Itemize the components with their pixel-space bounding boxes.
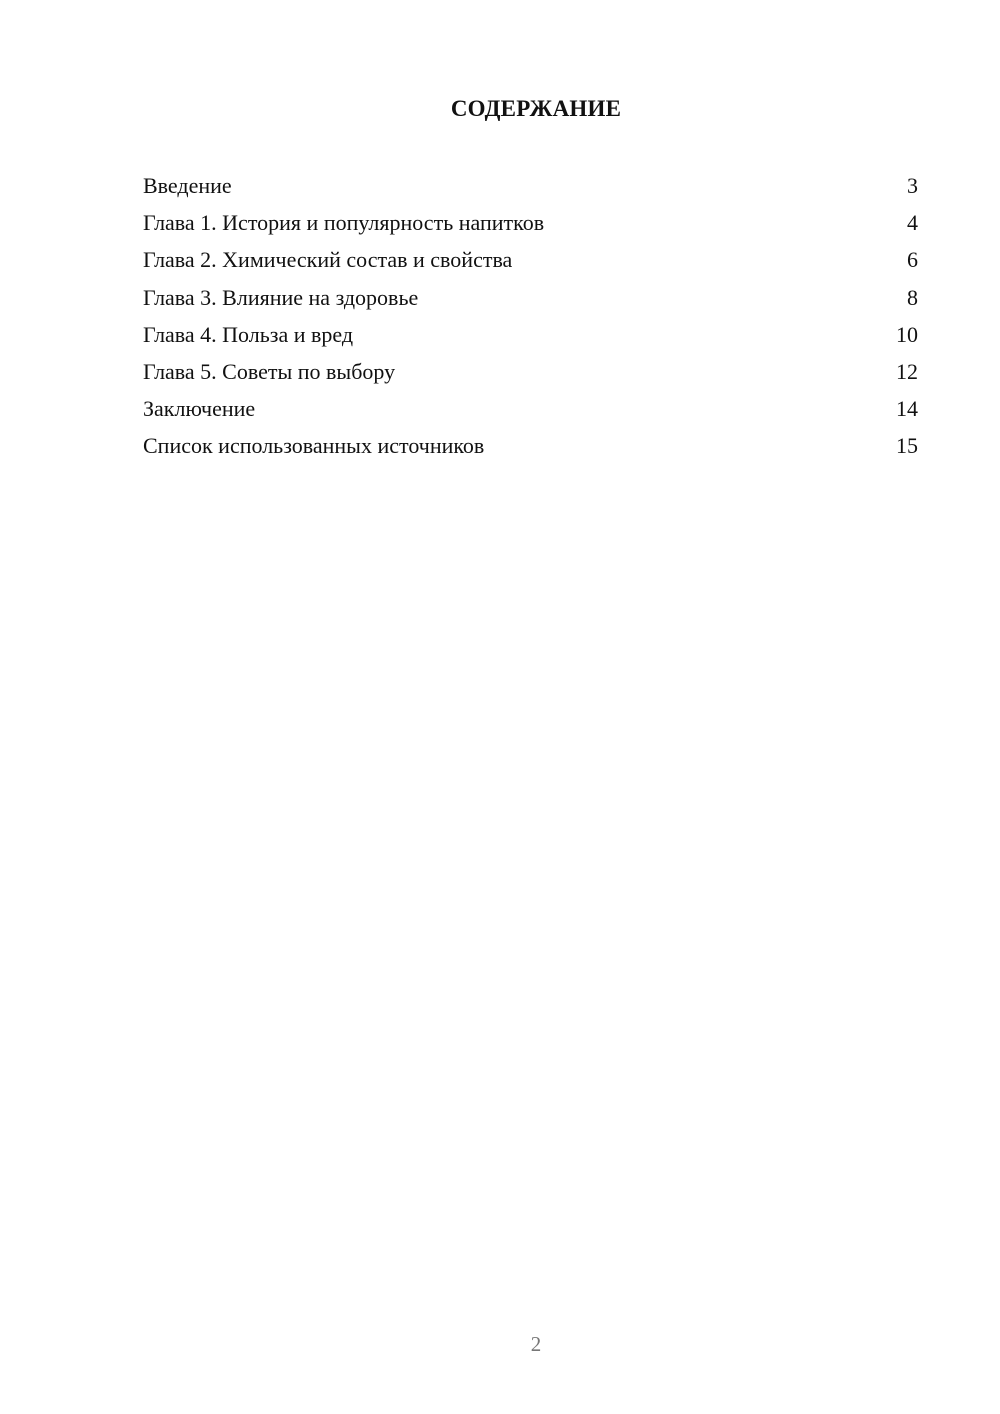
toc-entry-label: Глава 1. История и популярность напитков [143,210,545,236]
toc-entry-page: 4 [907,210,918,236]
table-of-contents [143,167,918,465]
toc-entry-label: Введение [143,173,232,198]
toc-entry-page: 3 [907,173,918,198]
toc-entry-page: 10 [896,321,918,347]
toc-entry-page: 6 [907,247,918,273]
toc-entry-label: Глава 5. Советы по выбору [143,358,396,384]
page-number: 2 [530,1332,542,1356]
toc-entry-label: Глава 4. Польза и вред [143,321,354,347]
toc-entry-label: Заключение [143,396,256,422]
toc-entry-chapter-5 [143,353,918,390]
toc-entry-references [143,427,918,464]
toc-entry-chapter-4 [143,316,918,353]
toc-entry-label: Список использованных источников [143,433,485,459]
toc-entry-introduction [143,167,918,204]
toc-entry-label: Глава 2. Химический состав и свойства [143,247,513,273]
toc-entry-page: 12 [896,358,918,384]
toc-entry-page: 15 [896,433,918,459]
toc-entry-label: Глава 3. Влияние на здоровье [143,284,419,310]
toc-entry-page: 14 [896,396,918,422]
toc-title: СОДЕРЖАНИЕ [450,96,622,121]
toc-entry-page: 8 [907,284,918,310]
toc-entry-conclusion [143,390,918,427]
toc-entry-chapter-2 [143,241,918,278]
toc-entry-chapter-3 [143,279,918,316]
toc-entry-chapter-1 [143,204,918,241]
